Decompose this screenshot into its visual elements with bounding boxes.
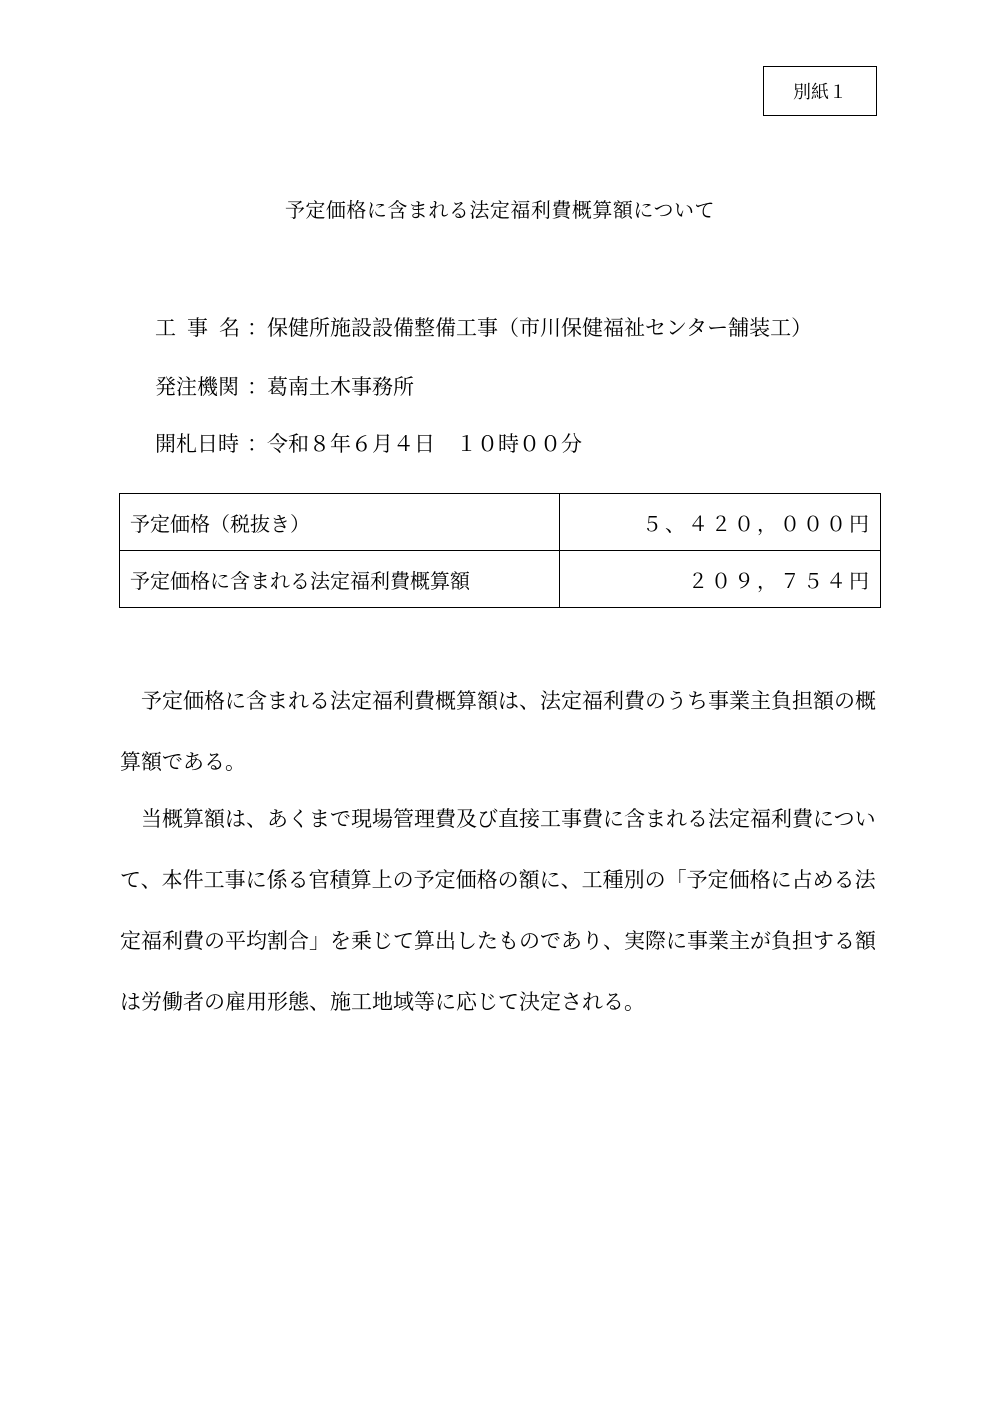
amounts-table [119, 493, 881, 608]
opening-datetime-row [155, 428, 582, 458]
opening-datetime-label: 開札日時 [155, 432, 239, 456]
explanation-paragraph-2: 当概算額は、あくまで現場管理費及び直接工事費に含まれる法定福利費について、本件工事に係る官積算上の予定価格の額に、工種別の「予定価格に占める法定福利費の平均割合」を乗じて算出したものであり、実際に事業主が負担する額は労働者の雇用形態、施工地域等に応じて決定される。 [120, 807, 876, 1014]
estimated-price-value: ５、４２０，０００円 [560, 494, 881, 551]
table-row [120, 551, 881, 608]
opening-datetime-value: 令和８年６月４日 １０時００分 [267, 432, 582, 456]
agency-label: 発注機関 [155, 375, 239, 399]
colon: ： [247, 432, 268, 456]
attachment-label: 別紙１ [763, 66, 877, 116]
document-title: 予定価格に含まれる法定福利費概算額について [284, 198, 716, 222]
project-name-value: 保健所施設設備整備工事（市川保健福祉センター舗装工） [267, 316, 813, 340]
welfare-cost-value: ２０９，７５４円 [560, 551, 881, 608]
project-name-label: 工事名 [155, 316, 251, 340]
estimated-price-label: 予定価格（税抜き） [120, 494, 560, 551]
table-row [120, 494, 881, 551]
explanation-paragraph-1: 予定価格に含まれる法定福利費概算額は、法定福利費のうち事業主負担額の概算額である。 [120, 689, 876, 774]
project-name-row [155, 312, 812, 342]
colon: ： [247, 375, 268, 399]
agency-value: 葛南土木事務所 [267, 375, 414, 399]
colon: ： [247, 316, 268, 340]
agency-row [155, 371, 414, 401]
welfare-cost-label: 予定価格に含まれる法定福利費概算額 [120, 551, 560, 608]
